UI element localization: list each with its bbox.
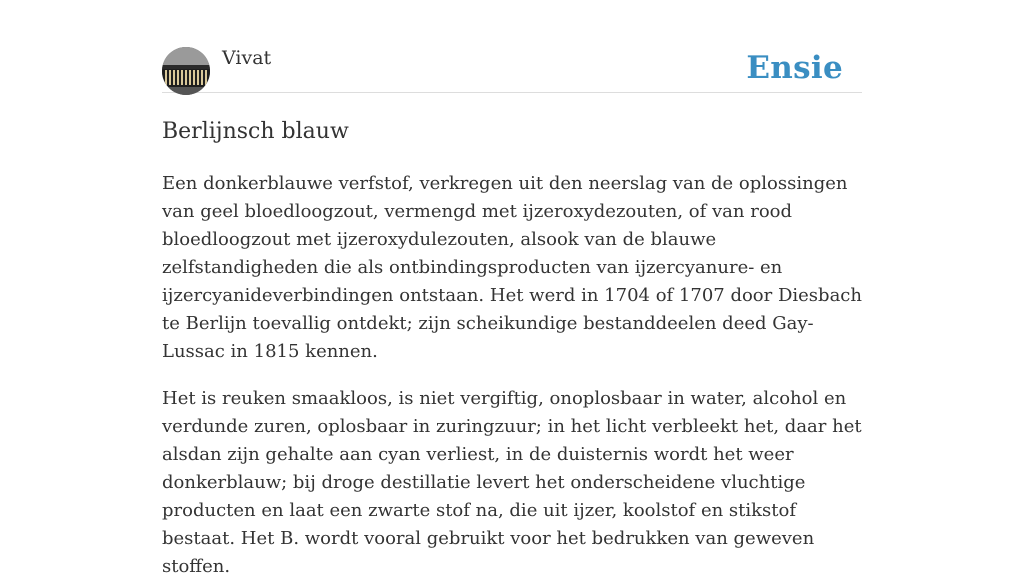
article-title: Berlijnsch blauw xyxy=(162,119,349,144)
typewriter-icon xyxy=(162,47,210,95)
article-paragraph: Het is reuken smaakloos, is niet vergiftig, onoplosbaar in water, alcohol en verdunde zuren, oplosbaar in zuringzuur; in het licht verbleekt het, daar het alsdan zijn gehalte aan cyan verliest, in de duisternis wordt het weer donkerblauw; bij droge destillatie levert het onderscheidene vluchtige producten en laat een zwarte stof na, die uit ijzer, koolstof en stikstof bestaat. Het B. wordt vooral gebruikt voor het bedrukken van geweven stoffen. xyxy=(162,388,862,577)
site-logo[interactable]: Ensie xyxy=(746,50,843,86)
page-header xyxy=(162,0,862,93)
page-container xyxy=(162,0,862,581)
article-paragraph: Een donkerblauwe verfstof, verkregen uit den neerslag van de oplossingen van geel bloedloogzout, vermengd met ijzeroxydezouten, of van rood bloedloogzout met ijzeroxydulezouten, alsook van de blauwe zelfstandigheden die als ontbindingsproducten van ijzercyanure- en ijzercyanideverbindingen ontstaan. Het werd in 1704 of 1707 door Diesbach te Berlijn toevallig ontdekt; zijn scheikundige bestanddeelen deed Gay-Lussac in 1815 kennen. xyxy=(162,173,862,362)
article-body xyxy=(162,170,862,581)
author-avatar[interactable] xyxy=(162,47,210,95)
author-name[interactable]: Vivat xyxy=(222,47,272,69)
